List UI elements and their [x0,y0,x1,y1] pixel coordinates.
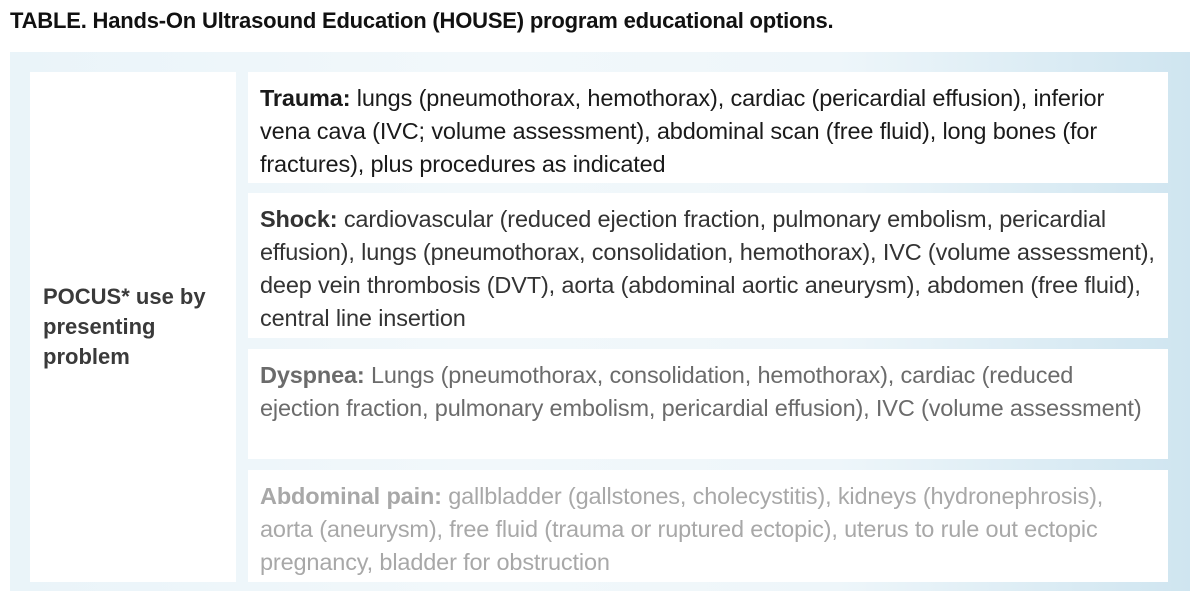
row-header-cell [30,72,236,582]
description-dyspnea: Lungs (pneumothorax, consolidation, hemothorax), cardiac (reduced ejection fraction, pulmonary embolism, pericardial effusion), IVC (volume assessment) [260,362,1142,421]
table-cell-shock [248,193,1168,338]
row-header-label: POCUS* use by presenting problem [43,284,206,369]
description-abdominal-pain: gallbladder (gallstones, cholecystitis), kidneys (hydronephrosis), aorta (aneurysm), free fluid (trauma or ruptured ectopic), uterus to rule out ectopic pregnancy, bladder for obstruction [260,483,1104,575]
table-cell-trauma [248,72,1168,183]
term-dyspnea: Dyspnea: [260,362,365,388]
term-shock: Shock: [260,206,338,232]
caption-text: Hands-On Ultrasound Education (HOUSE) program educational options. [86,8,834,33]
caption-label: TABLE. [10,8,87,33]
table-cell-abdominal-pain [248,470,1168,582]
table-frame [10,52,1190,591]
table-caption [10,8,833,34]
description-trauma: lungs (pneumothorax, hemothorax), cardiac (pericardial effusion), inferior vena cava (IVC; volume assessment), abdominal scan (free fluid), long bones (for fractures), plus procedures as indicated [260,85,1105,177]
term-trauma: Trauma: [260,85,351,111]
description-shock: cardiovascular (reduced ejection fraction, pulmonary embolism, pericardial effusion), lungs (pneumothorax, consolidation, hemothorax), IVC (volume assessment), deep vein thrombosis (DVT), aorta (abdominal aortic aneurysm), abdomen (free fluid), central line insertion [260,206,1155,331]
term-abdominal-pain: Abdominal pain: [260,483,442,509]
table-cell-dyspnea [248,349,1168,459]
